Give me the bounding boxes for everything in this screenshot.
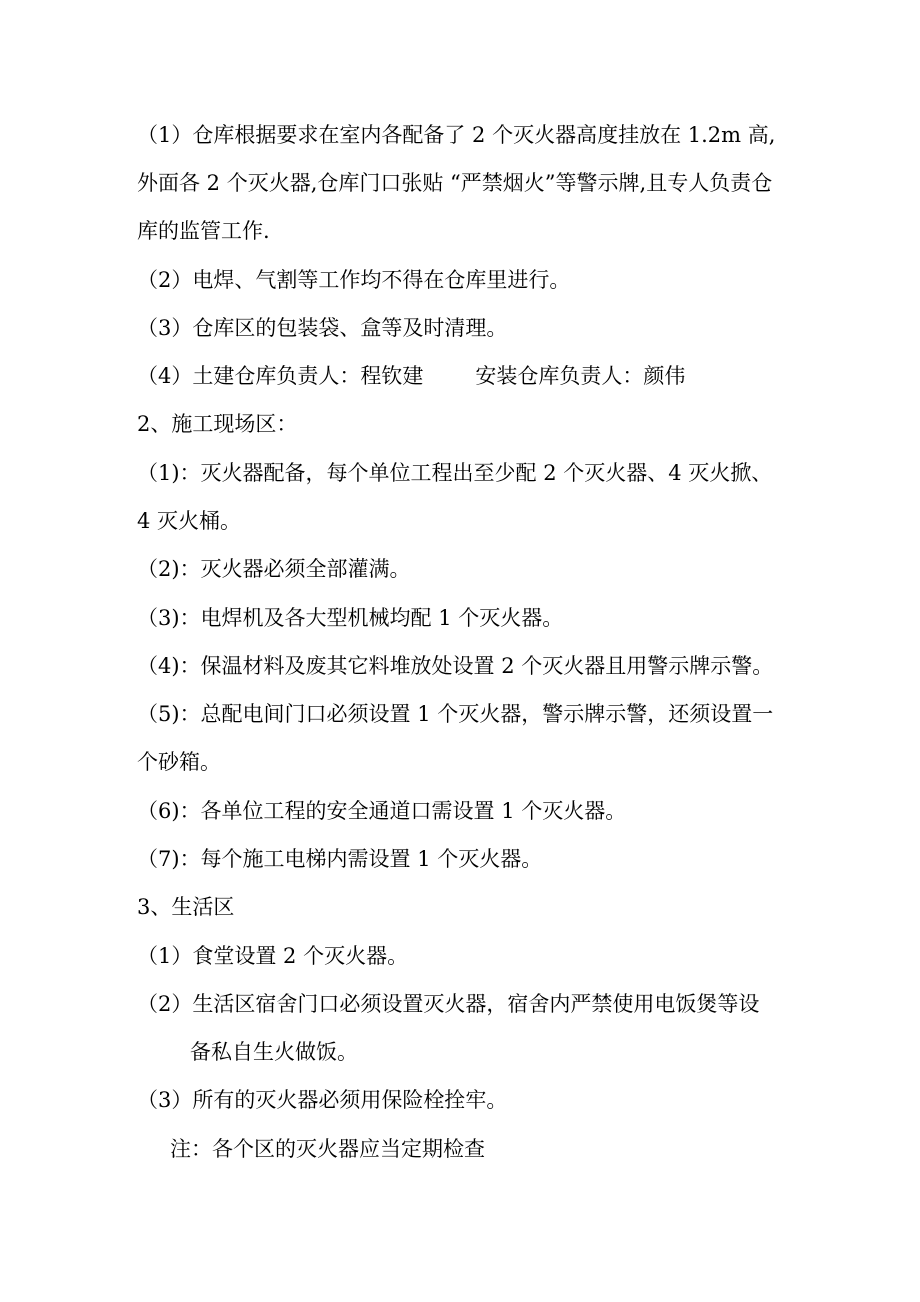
paragraph-line: （1)：灭火器配备，每个单位工程出至少配 2 个灭火器、4 灭火掀、 <box>137 461 773 485</box>
paragraph-line: （7)：每个施工电梯内需设置 1 个灭火器。 <box>137 847 543 871</box>
paragraph-line: （2）生活区宿舍门口必须设置灭火器，宿舍内严禁使用电饭煲等设 <box>137 992 760 1016</box>
paragraph-line: 外面各 2 个灭火器,仓库门口张贴 “严禁烟火”等警示牌,且专人负责仓 <box>137 171 773 195</box>
civil-warehouse-manager: （4）土建仓库负责人：程钦建 <box>137 364 424 388</box>
paragraph-line: 备私自生火做饭。 <box>190 1040 358 1064</box>
paragraph-line: （3)：电焊机及各大型机械均配 1 个灭火器。 <box>137 606 564 630</box>
section-heading: 2、施工现场区： <box>137 412 298 436</box>
paragraph-line: 个砂箱。 <box>137 750 221 774</box>
note-line: 注：各个区的灭火器应当定期检查 <box>170 1137 485 1161</box>
paragraph-line: （4)：保温材料及废其它料堆放处设置 2 个灭火器且用警示牌示警。 <box>137 654 774 678</box>
paragraph-line <box>137 361 920 391</box>
installation-warehouse-manager: 安装仓库负责人：颜伟 <box>475 364 686 388</box>
paragraph-line: 4 灭火桶。 <box>137 509 242 533</box>
paragraph-line: 库的监管工作. <box>137 219 270 243</box>
paragraph-line: （2）电焊、气割等工作均不得在仓库里进行。 <box>137 268 571 292</box>
paragraph-line: （6)：各单位工程的安全通道口需设置 1 个灭火器。 <box>137 799 627 823</box>
paragraph-line: （1）仓库根据要求在室内各配备了 2 个灭火器高度挂放在 1.2m 高, <box>137 123 776 147</box>
paragraph-line: （5)：总配电间门口必须设置 1 个灭火器，警示牌示警，还须设置一 <box>137 702 774 726</box>
paragraph-line: （1）食堂设置 2 个灭火器。 <box>137 944 409 968</box>
paragraph-line: （3）仓库区的包装袋、盒等及时清理。 <box>137 316 508 340</box>
paragraph-line: （2)：灭火器必须全部灌满。 <box>137 557 411 581</box>
section-heading: 3、生活区 <box>137 895 235 919</box>
paragraph-line: （3）所有的灭火器必须用保险栓拴牢。 <box>137 1088 508 1112</box>
